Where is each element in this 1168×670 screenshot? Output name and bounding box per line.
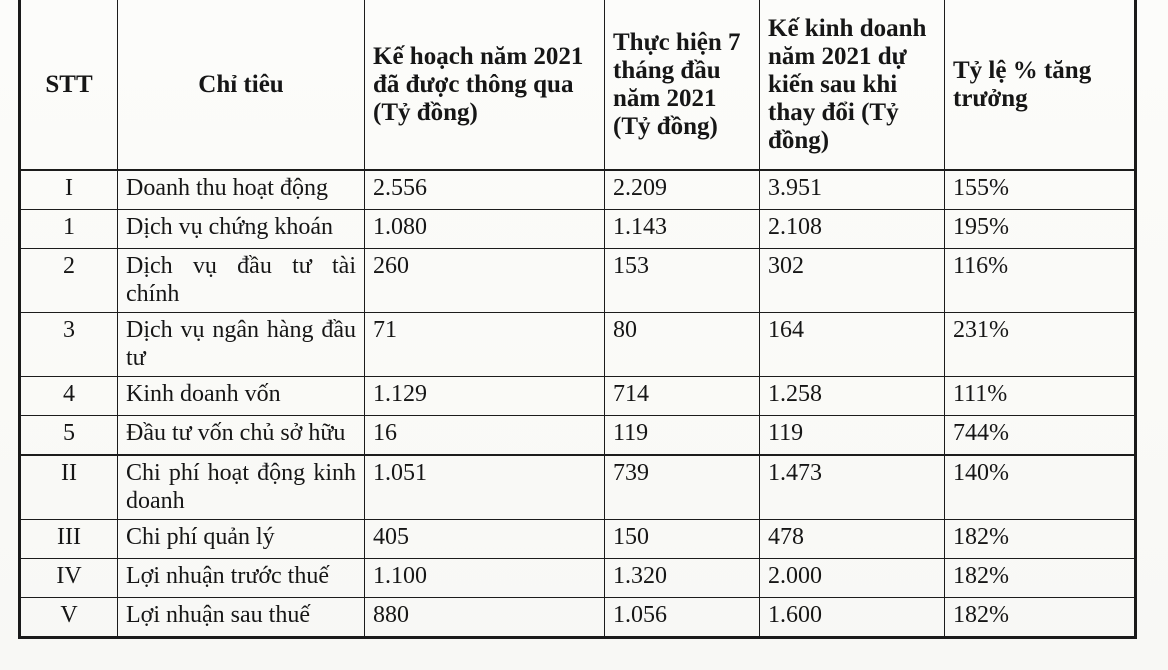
cell-ke-kinh-doanh: 2.108 [760,210,945,249]
cell-thuc-hien: 153 [605,249,760,313]
cell-thuc-hien: 2.209 [605,170,760,210]
header-ke-kinh-doanh: Kế kinh doanh năm 2021 dự kiến sau khi thay đổi (Tỷ đồng) [760,0,945,170]
cell-ke-hoach: 1.100 [365,559,605,598]
cell-thuc-hien: 1.143 [605,210,760,249]
cell-ty-le: 182% [945,559,1136,598]
header-thuc-hien: Thực hiện 7 tháng đầu năm 2021 (Tỷ đồng) [605,0,760,170]
header-ty-le: Tỷ lệ % tăng trưởng [945,0,1136,170]
cell-ke-kinh-doanh: 119 [760,416,945,456]
cell-stt: III [20,520,118,559]
table-row [20,313,1136,377]
cell-ty-le: 140% [945,455,1136,520]
cell-ke-kinh-doanh: 478 [760,520,945,559]
cell-ke-hoach: 1.129 [365,377,605,416]
table-row [20,377,1136,416]
cell-chi-tieu: Đầu tư vốn chủ sở hữu [118,416,365,456]
cell-chi-tieu: Lợi nhuận sau thuế [118,598,365,638]
cell-ke-kinh-doanh: 3.951 [760,170,945,210]
cell-ke-hoach: 16 [365,416,605,456]
cell-stt: V [20,598,118,638]
table-row [20,170,1136,210]
cell-chi-tieu: Doanh thu hoạt động [118,170,365,210]
cell-ke-hoach: 71 [365,313,605,377]
cell-chi-tieu: Chi phí quản lý [118,520,365,559]
table-row [20,249,1136,313]
header-ke-hoach: Kế hoạch năm 2021 đã được thông qua (Tỷ đồng) [365,0,605,170]
cell-thuc-hien: 119 [605,416,760,456]
cell-ke-kinh-doanh: 1.600 [760,598,945,638]
cell-ke-kinh-doanh: 1.473 [760,455,945,520]
table-header-row [20,0,1136,170]
cell-ty-le: 744% [945,416,1136,456]
cell-thuc-hien: 150 [605,520,760,559]
table-row [20,210,1136,249]
header-chi-tieu: Chỉ tiêu [118,0,365,170]
cell-thuc-hien: 714 [605,377,760,416]
cell-stt: 3 [20,313,118,377]
table-row [20,416,1136,456]
cell-ke-hoach: 1.051 [365,455,605,520]
cell-stt: II [20,455,118,520]
cell-ke-hoach: 880 [365,598,605,638]
cell-ke-kinh-doanh: 2.000 [760,559,945,598]
cell-ty-le: 195% [945,210,1136,249]
cell-thuc-hien: 739 [605,455,760,520]
cell-chi-tieu: Chi phí hoạt động kinh doanh [118,455,365,520]
cell-ke-hoach: 1.080 [365,210,605,249]
table-row [20,598,1136,638]
cell-ke-hoach: 405 [365,520,605,559]
cell-chi-tieu: Dịch vụ ngân hàng đầu tư [118,313,365,377]
cell-ty-le: 155% [945,170,1136,210]
cell-chi-tieu: Dịch vụ chứng khoán [118,210,365,249]
cell-chi-tieu: Dịch vụ đầu tư tài chính [118,249,365,313]
cell-stt: 2 [20,249,118,313]
cell-chi-tieu: Kinh doanh vốn [118,377,365,416]
table-row [20,520,1136,559]
cell-ke-kinh-doanh: 164 [760,313,945,377]
cell-ty-le: 111% [945,377,1136,416]
header-stt: STT [20,0,118,170]
cell-ty-le: 116% [945,249,1136,313]
table-row [20,559,1136,598]
table-row [20,455,1136,520]
cell-stt: 5 [20,416,118,456]
cell-ty-le: 182% [945,598,1136,638]
cell-ke-hoach: 2.556 [365,170,605,210]
cell-thuc-hien: 1.320 [605,559,760,598]
cell-thuc-hien: 1.056 [605,598,760,638]
cell-thuc-hien: 80 [605,313,760,377]
cell-stt: I [20,170,118,210]
cell-ke-kinh-doanh: 1.258 [760,377,945,416]
cell-stt: 4 [20,377,118,416]
cell-ty-le: 231% [945,313,1136,377]
cell-ty-le: 182% [945,520,1136,559]
cell-stt: 1 [20,210,118,249]
cell-ke-hoach: 260 [365,249,605,313]
cell-ke-kinh-doanh: 302 [760,249,945,313]
business-plan-table [18,0,1137,639]
cell-chi-tieu: Lợi nhuận trước thuế [118,559,365,598]
cell-stt: IV [20,559,118,598]
